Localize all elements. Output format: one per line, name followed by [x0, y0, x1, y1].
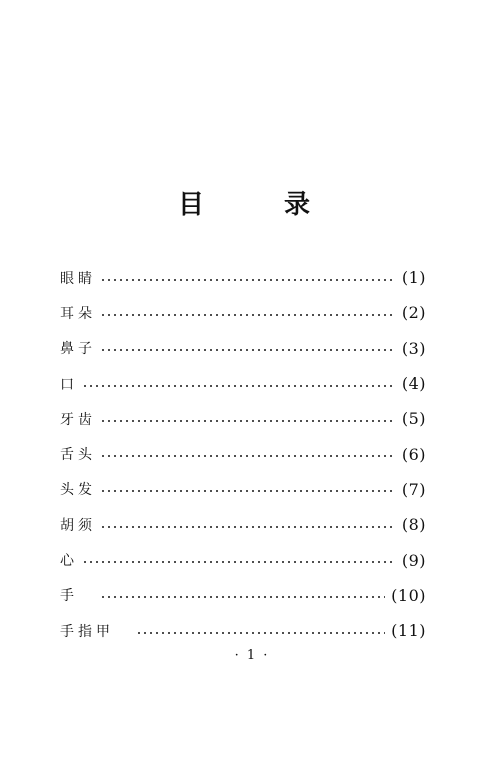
dot-leader	[100, 279, 396, 281]
title-char-lu: 录	[284, 190, 311, 220]
dot-leader	[82, 561, 396, 563]
dot-leader	[100, 420, 396, 422]
toc-entry-page: (6)	[401, 444, 426, 464]
page-number: · 1 ·	[234, 648, 270, 663]
dot-leader	[100, 490, 396, 492]
toc-entry-page: (8)	[401, 515, 426, 535]
toc-entry-page: (11)	[391, 621, 426, 641]
toc-entry-teeth[interactable]	[60, 401, 426, 436]
toc-entry-hand[interactable]	[60, 578, 426, 613]
toc-entry-page: (10)	[391, 585, 426, 605]
dot-leader	[100, 526, 396, 528]
dot-leader	[82, 385, 396, 387]
toc-entry-label: 胡须	[60, 517, 96, 534]
toc-entry-label: 口	[60, 376, 78, 393]
toc-entry-page: (9)	[401, 550, 426, 570]
toc-entry-label: 手指甲	[60, 623, 114, 640]
page-title	[0, 188, 504, 222]
toc-entry-page: (2)	[401, 303, 426, 323]
dot-leader	[100, 349, 396, 351]
toc-entry-label: 舌头	[60, 447, 96, 464]
toc-entry-page: (7)	[401, 479, 426, 499]
toc-entry-beard[interactable]	[60, 507, 426, 542]
toc-entry-heart[interactable]	[60, 542, 426, 577]
toc-entry-ears[interactable]	[60, 295, 426, 330]
table-of-contents	[60, 260, 426, 648]
toc-entry-label: 手	[60, 588, 78, 605]
toc-entry-label: 心	[60, 553, 78, 570]
dot-leader	[100, 314, 396, 316]
toc-entry-label: 眼睛	[60, 270, 96, 287]
toc-entry-eyes[interactable]	[60, 260, 426, 295]
dot-leader	[100, 596, 385, 598]
dot-leader	[100, 455, 396, 457]
toc-entry-label: 头发	[60, 482, 96, 499]
toc-entry-page: (1)	[401, 268, 426, 288]
toc-entry-label: 鼻子	[60, 341, 96, 358]
toc-entry-page: (3)	[401, 338, 426, 358]
dot-leader	[136, 632, 385, 634]
title-char-mu: 目	[178, 190, 205, 220]
toc-entry-hair[interactable]	[60, 472, 426, 507]
toc-entry-fingernail[interactable]	[60, 613, 426, 648]
toc-entry-page: (5)	[401, 409, 426, 429]
toc-entry-tongue[interactable]	[60, 436, 426, 471]
toc-entry-label: 耳朵	[60, 305, 96, 322]
toc-entry-page: (4)	[401, 374, 426, 394]
toc-entry-label: 牙齿	[60, 411, 96, 428]
toc-entry-nose[interactable]	[60, 331, 426, 366]
toc-entry-mouth[interactable]	[60, 366, 426, 401]
